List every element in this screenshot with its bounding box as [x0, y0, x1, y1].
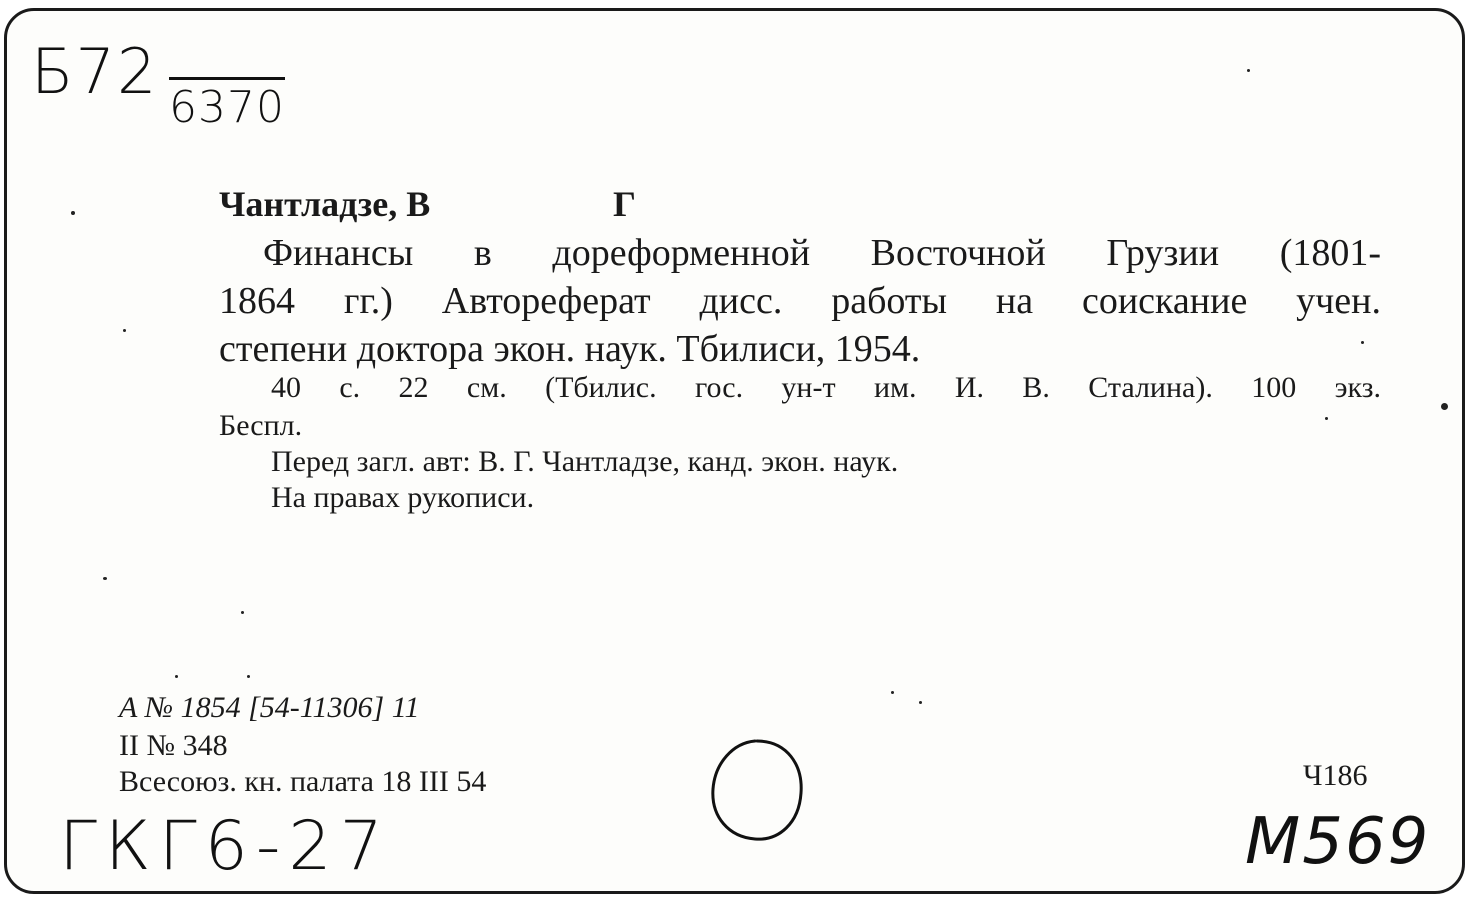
- note-line: Перед загл. авт: В. Г. Чантладзе, канд. экон. наук.: [271, 445, 899, 478]
- collation-line: Беспл.: [219, 409, 303, 442]
- collation-line: 40 с. 22 см. (Тбилис. гос. ун-т им. И. В. Сталина). 100 экз.: [271, 371, 1381, 404]
- speck: [241, 611, 244, 614]
- call-number: Б72: [31, 35, 159, 108]
- speck: [1361, 341, 1364, 344]
- speck: [919, 701, 922, 704]
- author-initial: Г: [613, 184, 636, 224]
- speck: [175, 675, 178, 678]
- title-line: 1864 гг.) Автореферат дисс. работы на соискание учен.: [219, 280, 1381, 322]
- speck: [1325, 417, 1328, 420]
- code-right: Ч186: [1303, 759, 1368, 792]
- speck: [103, 577, 107, 580]
- speck: [71, 211, 75, 215]
- speck: [891, 691, 894, 694]
- note-line: На правах рукописи.: [271, 481, 535, 514]
- registration-line: II № 348: [119, 729, 228, 762]
- title-line: степени доктора экон. наук. Тбилиси, 1954.: [219, 328, 921, 370]
- registration-line: А № 1854 [54-11306] 11: [119, 691, 420, 724]
- speck: [123, 329, 126, 332]
- circle-stamp-icon: [705, 735, 809, 847]
- handwritten-code: М569: [1245, 805, 1431, 879]
- handwritten-shelf-mark: ГКГ6-27: [59, 807, 391, 886]
- registration-line: Всесоюз. кн. палата 18 III 54: [119, 765, 487, 798]
- title-line: Финансы в дореформенной Восточной Грузии (1801-: [263, 232, 1381, 274]
- author-name: Чантладзе, В: [219, 184, 431, 224]
- catalog-card: [4, 8, 1465, 894]
- speck: [1441, 403, 1448, 410]
- speck: [1247, 69, 1250, 72]
- speck: [247, 675, 250, 678]
- call-number-sub: 6370: [169, 77, 285, 133]
